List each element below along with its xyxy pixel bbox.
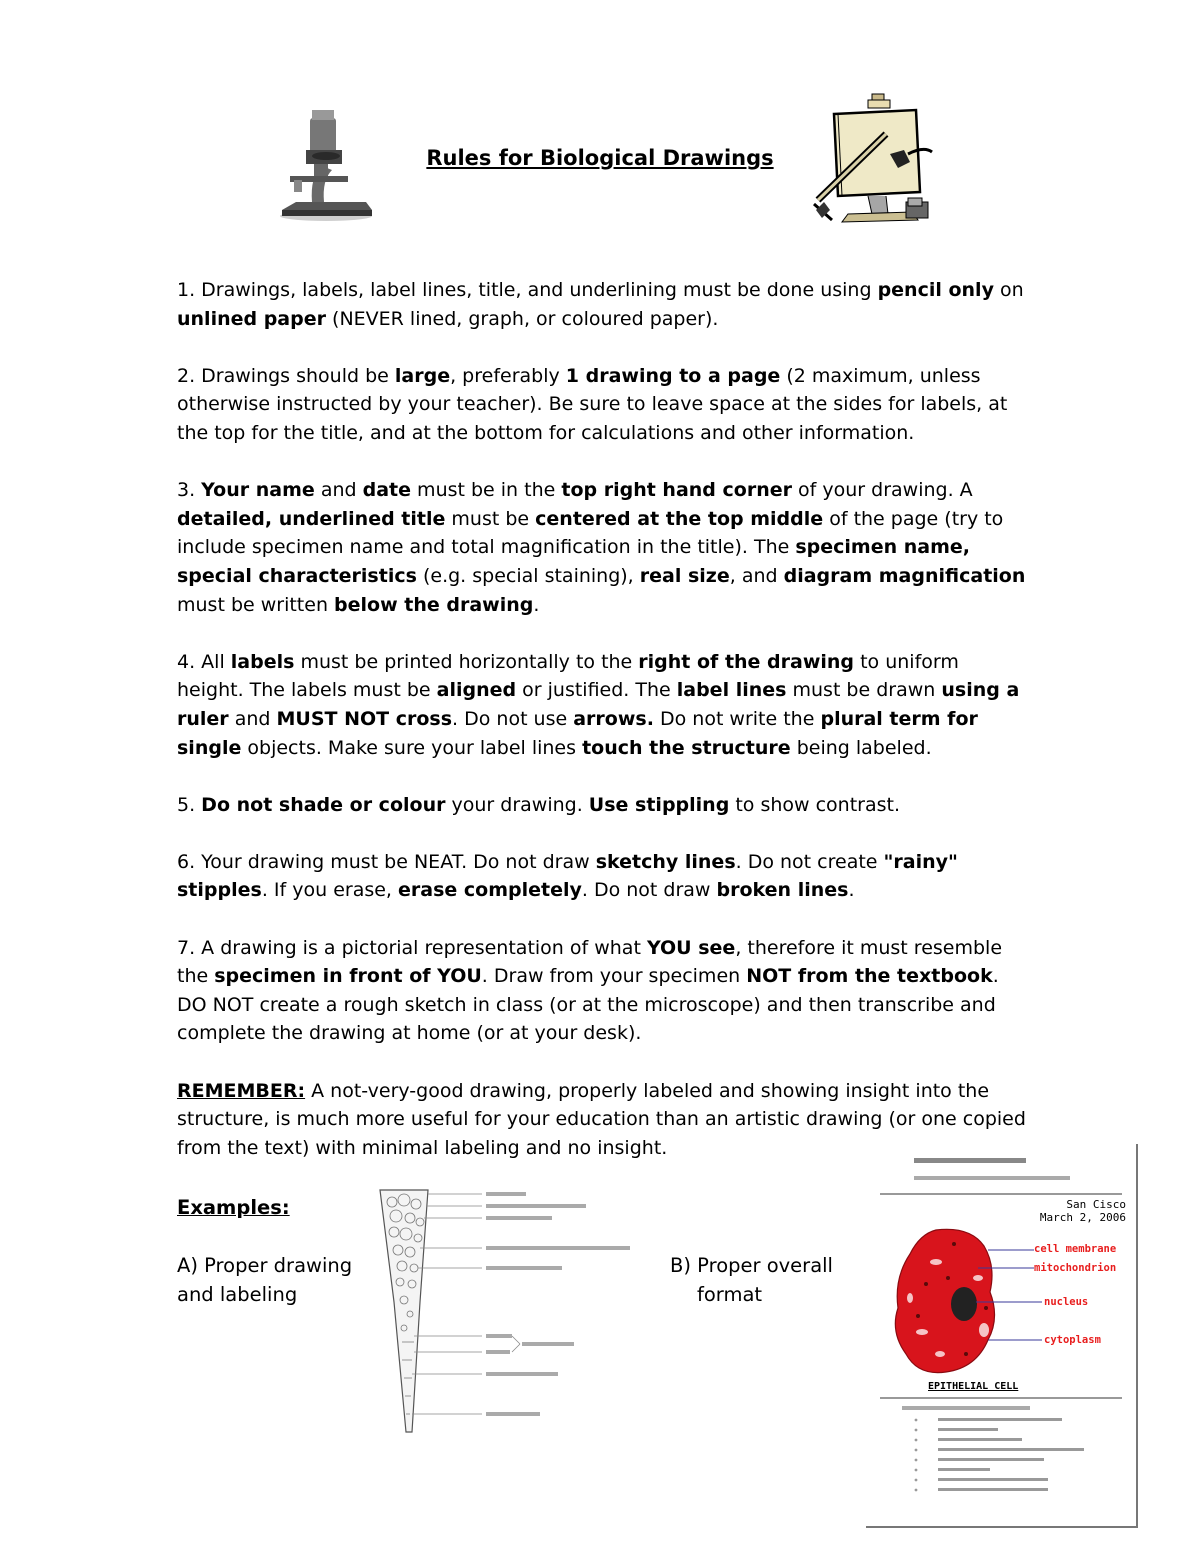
example-b-caption-line1: B) Proper overall	[670, 1254, 833, 1277]
rule-paragraph: 2. Drawings should be large, preferably 1 drawing to a page (2 maximum, unless otherwise instructed by your teacher). Be sure to leave space at the sides for labels, at the top for the title, and at the bottom for calculations and other information.	[177, 364, 1008, 444]
examples-heading: Examples:	[177, 1196, 290, 1219]
example-b-notes	[866, 1390, 1136, 1526]
rule-paragraph: REMEMBER: A not-very-good drawing, properly labeled and showing insight into the structure, is much more useful for your education than an artistic drawing (or one copied from the text) with minimal labeling and no insight.	[177, 1079, 1026, 1159]
student-name: San Cisco	[1066, 1198, 1126, 1211]
drawing-date: March 2, 2006	[1039, 1211, 1126, 1224]
rule-paragraph: 7. A drawing is a pictorial representation of what YOU see, therefore it must resemble the specimen in front of YOU. Draw from your specimen NOT from the textbook. DO NOT create a rough sketch in class (or at the microscope) and then transcribe and complete the drawing at home (or at your desk).	[177, 936, 1003, 1045]
example-a-caption	[177, 1252, 352, 1309]
example-a-caption-line1: A) Proper drawing	[177, 1254, 353, 1277]
example-b-caption	[670, 1252, 833, 1309]
label-cytoplasm: cytoplasm	[1044, 1334, 1101, 1346]
rule-paragraph: 4. All labels must be printed horizontally to the right of the drawing to uniform height. The labels must be aligned or justified. The label lines must be drawn using a ruler and MUST NOT cross. Do not use arrows. Do not write the plural term for single objects. Make sure your label lines touch the structure being labeled.	[177, 650, 1020, 759]
example-a-caption-line2: and labeling	[177, 1282, 298, 1306]
label-cell-membrane: cell membrane	[1034, 1243, 1117, 1255]
rule-paragraph: 5. Do not shade or colour your drawing. Use stippling to show contrast.	[177, 793, 900, 816]
page-title: Rules for Biological Drawings	[426, 146, 774, 170]
label-nucleus: nucleus	[1044, 1296, 1089, 1308]
drawing-caption: EPITHELIAL CELL	[928, 1381, 1019, 1392]
label-mitochondrion: mitochondrion	[1034, 1262, 1117, 1274]
example-b-page	[866, 1144, 1138, 1528]
rule-paragraph: 3. Your name and date must be in the top right hand corner of your drawing. A detailed, underlined title must be centered at the top middle of the page (try to include specimen name and total magnification in the title). The specimen name, special characteristics (e.g. special staining), real size, and diagram magnification must be written below the drawing.	[177, 479, 1026, 616]
rule-paragraph: 1. Drawings, labels, label lines, title, and underlining must be done using pencil only on unlined paper (NEVER lined, graph, or coloured paper).	[177, 279, 1024, 330]
rules-list	[177, 276, 1027, 1191]
example-b-caption-line2: format	[697, 1282, 763, 1306]
example-a-tissue-drawing	[372, 1182, 642, 1442]
rule-paragraph: 6. Your drawing must be NEAT. Do not draw sketchy lines. Do not create "rainy" stipples. If you erase, erase completely. Do not draw broken lines.	[177, 850, 958, 902]
